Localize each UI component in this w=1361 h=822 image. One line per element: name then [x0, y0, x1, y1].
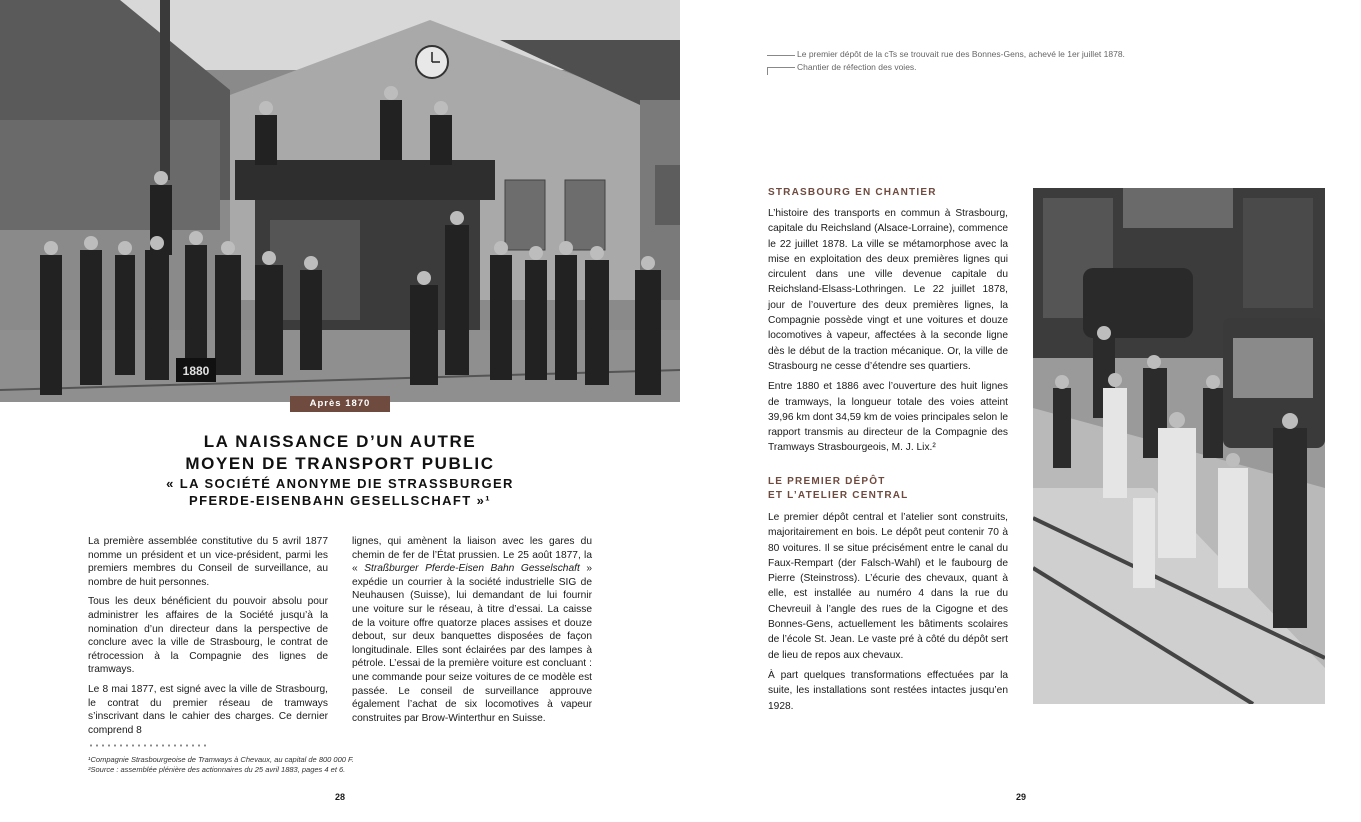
page-number: 28	[335, 792, 346, 802]
section-title-depot	[768, 475, 1008, 503]
title-line-1: LA NAISSANCE D’UN AUTRE	[203, 432, 477, 451]
photo-caption-1: Le premier dépôt de la cTs se trouvait rue des Bonnes-Gens, achevé le 1er juillet 1878.	[797, 49, 1125, 59]
paragraph-text: » expédie un courrier à la société industrielle SIG de Neuhausen (Suisse), lui demandant de lui fournir une voiture sur le réseau, à titre d’essai. La caisse de la voiture offre quatorze places assises et douze debout, sur deux banquettes disposées de façon longitudinale. Elles sont éclairées par des lampes à pétrole. L’essai de la première voiture est concluant : une commande pour seize voitures de ce modèle est passée. Le conseil de surveillance approuve également l’achat de six locomotives à vapeur construites par Brow-Winterthur en Suisse.	[352, 563, 593, 724]
caption-rule-1	[767, 55, 795, 56]
photo-plate-number: 1880	[182, 364, 210, 378]
page-number: 29	[1016, 792, 1027, 802]
section-title-line-2: ET L’ATELIER CENTRAL	[768, 490, 909, 501]
track-works-photo	[1033, 188, 1325, 704]
paragraph: Tous les deux bénéficient du pouvoir absolu pour administrer les affaires de la Société jusqu’à la nomination d’un directeur dans la perspective de conclure avec la ville de Strasbourg, le contrat de rétrocession à la Compagnie des lignes de tramways.	[88, 596, 328, 676]
subtitle-line-2: PFERDE-EISENBAHN GESELLSCHAFT »¹	[189, 493, 491, 508]
caption-rule-2-tick	[767, 67, 768, 75]
title-line-2: MOYEN DE TRANSPORT PUBLIC	[185, 454, 495, 473]
body-column-2	[352, 535, 592, 731]
caption-rule-2	[767, 67, 795, 68]
paragraph: Le 8 mai 1877, est signé avec la ville de Strasbourg, le contrat du premier réseau de tramways s’inscrivant dans le cahier des charges. Ce dernier comprend 8	[88, 683, 328, 736]
company-name-italic: Straßburger Pferde-Eisen Bahn Gesselschaft	[364, 563, 580, 575]
left-page	[0, 0, 680, 822]
paragraph	[352, 535, 592, 725]
paragraph: L’histoire des transports en commun à Strasbourg, capitale du Reichsland (Alsace-Lorraine), commence le 22 juillet 1878. La ville se métamorphose avec la mise en exploitation des deux premières lignes qui circulent dans une ville devenue capitale du Reichsland-Elsass-Lothringen. Le 22 juillet 1878, jour de l’ouverture des deux premières lignes, la Compagnie possède vingt et une voitures et douze locomotives à vapeur, affectées à la seconde ligne dès le début de la traction mécanique. Or, la ville de Strasbourg ne cesse d’étendre ses quartiers.	[768, 208, 1008, 372]
paragraph: Entre 1880 et 1886 avec l’ouverture des huit lignes de tramways, la longueur totale des voies atteint 39,96 km dont 34,59 km de voies principales selon le rapport transmis au directeur de la Compagnie des Tramways Strasbourgeois, M. J. Lix.²	[768, 381, 1008, 454]
footnote-divider	[88, 744, 208, 747]
article-title	[150, 431, 530, 509]
depot-photo-illustration	[0, 0, 680, 402]
section-title-line-1: LE PREMIER DÉPÔT	[768, 476, 886, 487]
track-works-illustration	[1033, 188, 1325, 704]
section-title-strasbourg: STRASBOURG EN CHANTIER	[768, 187, 937, 198]
paragraph: À part quelques transformations effectuées par la suite, les installations sont restées intactes jusqu’en 1928.	[768, 669, 1008, 712]
footnote-2: ²Source : assemblée plénière des actionnaires du 25 avril 1883, pages 4 et 6.	[88, 765, 346, 774]
subtitle-line-1: « LA SOCIÉTÉ ANONYME DIE STRASSBURGER	[166, 476, 514, 491]
photo-caption-2: Chantier de réfection des voies.	[797, 62, 917, 72]
depot-group-photo	[0, 0, 680, 402]
era-badge: Après 1870	[290, 396, 390, 412]
body-column-1	[88, 535, 328, 743]
section-1-body	[768, 206, 1008, 461]
paragraph-text: lignes, qui amènent la liaison avec les gares du chemin de fer de l’État prussien. Le 25 août 1877, la «	[352, 536, 592, 575]
paragraph: La première assemblée constitutive du 5 avril 1877 nomme un président et un vice-président, parmi les premiers membres du Conseil de surveillance, au nombre de huit personnes.	[88, 536, 328, 588]
section-2-body	[768, 510, 1008, 719]
paragraph: Le premier dépôt central et l’atelier sont construits, majoritairement en bois. Le dépôt peut contenir 70 à 80 voitures. Il se situe précisément entre le canal du Faux-Rempart (der Falsch-Wahl) et le faubourg de Pierre (Steinstross). L’écurie des chevaux, quant à elle, est installée au numéro 4 dans la rue du Chevreuil à l’angle des rues de la Cigogne et des Bonnes-Gens, actuellement les bâtiments scolaires de l’école St. Jean. Le vaste pré à côté du dépôt sert de lieu de repos aux chevaux.	[768, 512, 1008, 661]
footnote-1: ¹Compagnie Strasbourgeoise de Tramways à Chevaux, au capital de 800 000 F.	[88, 755, 354, 764]
